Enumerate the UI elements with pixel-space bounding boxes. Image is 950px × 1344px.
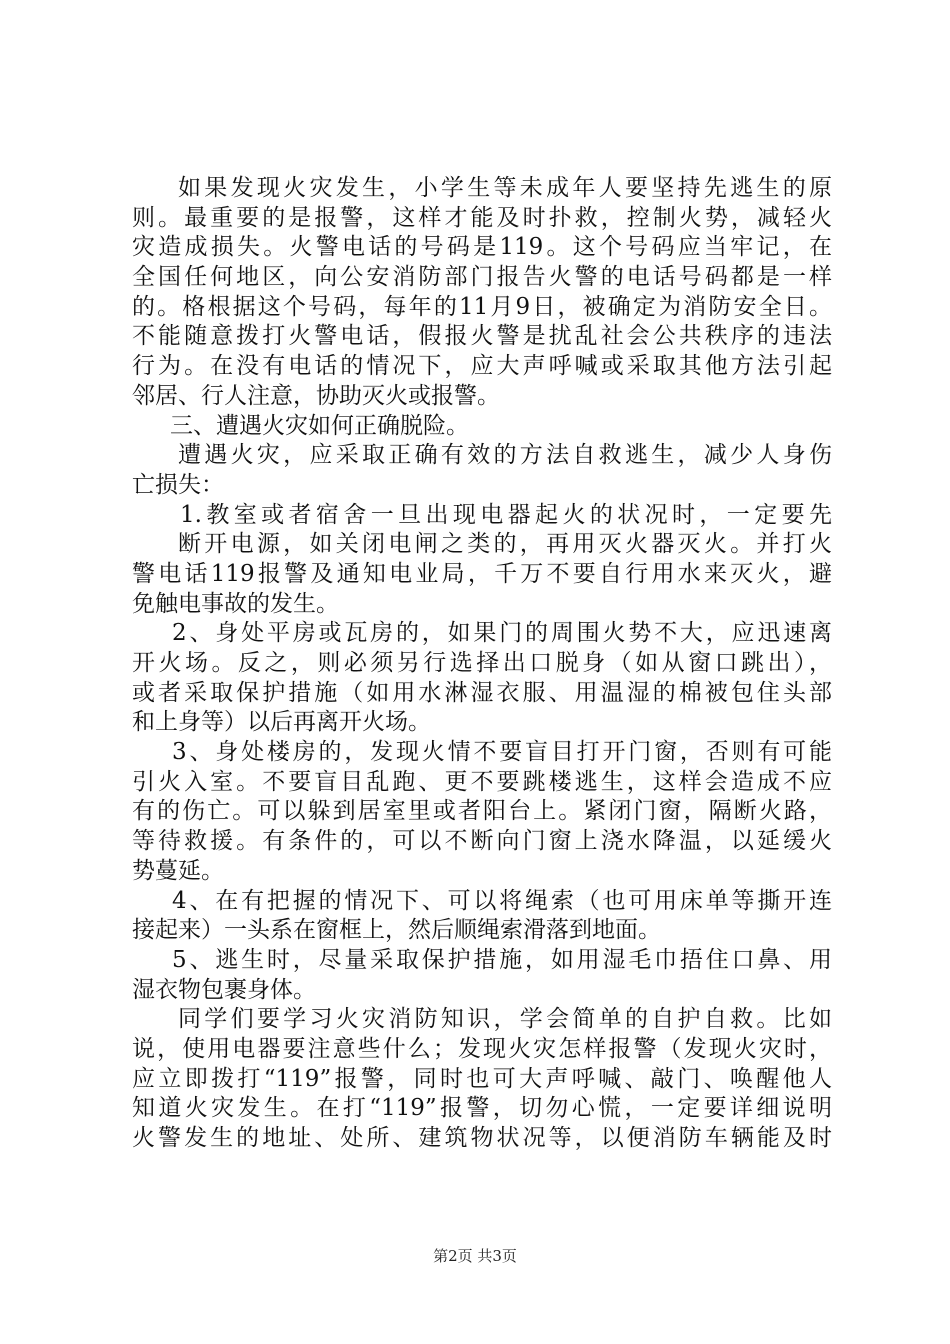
text-line: 3、身处楼房的，发现火情不要盲目打开门窗，否则有可能: [172, 739, 832, 766]
text-line: 的。格根据这个号码，每年的11月9日，被确定为消防安全日。: [132, 293, 832, 320]
text-line: 和上身等）以后再离开火场。: [132, 709, 431, 736]
text-line: 灾造成损失。火警电话的号码是119。这个号码应当牢记，在: [132, 234, 832, 261]
text-line: 5、逃生时，尽量采取保护措施，如用湿毛巾捂住口鼻、用: [172, 946, 832, 973]
text-line: 亡损失：: [132, 471, 224, 498]
text-line: 免触电事故的发生。: [132, 590, 339, 617]
text-line: 断开电源，如关闭电闸之类的，再用灭火器灭火。并打火: [178, 531, 832, 558]
text-line: 如果发现火灾发生，小学生等未成年人要坚持先逃生的原: [178, 175, 832, 201]
text-line: 湿衣物包裹身体。: [132, 976, 316, 1003]
text-line: 1.教室或者宿舍一旦出现电器起火的状况时，一定要先: [180, 501, 832, 528]
page-number-footer: 第2页 共3页: [433, 1247, 517, 1265]
text-line: 等待救援。有条件的，可以不断向门窗上浇水降温，以延缓火: [132, 828, 832, 855]
text-line: 4、在有把握的情况下、可以将绳索（也可用床单等撕开连: [172, 887, 832, 914]
text-line: 邻居、行人注意，协助灭火或报警。: [132, 382, 500, 409]
text-line: 则。最重要的是报警，这样才能及时扑救，控制火势，减轻火: [132, 204, 832, 231]
document-body: [132, 174, 832, 1154]
text-line: 应立即拨打“119”报警，同时也可大声呼喊、敲门、唤醒他人: [132, 1065, 832, 1092]
section-heading: 三、遭遇火灾如何正确脱险。: [170, 412, 469, 439]
text-line: 全国任何地区，向公安消防部门报告火警的电话号码都是一样: [132, 264, 832, 291]
text-line: 火警发生的地址、处所、建筑物状况等，以便消防车辆能及时: [132, 1125, 832, 1151]
text-line: 或者采取保护措施（如用水淋湿衣服、用温湿的棉被包住头部: [132, 679, 832, 706]
text-line: 不能随意拨打火警电话，假报火警是扰乱社会公共秩序的违法: [132, 323, 832, 350]
text-line: 警电话119报警及通知电业局，千万不要自行用水来灭火，避: [132, 560, 832, 587]
text-line: 引火入室。不要盲目乱跑、更不要跳楼逃生，这样会造成不应: [132, 768, 832, 795]
text-line: 2、身处平房或瓦房的，如果门的周围火势不大，应迅速离: [172, 620, 832, 647]
text-line: 势蔓延。: [132, 857, 224, 884]
text-line: 有的伤亡。可以躲到居室里或者阳台上。紧闭门窗，隔断火路，: [132, 798, 832, 825]
text-line: 同学们要学习火灾消防知识，学会简单的自护自救。比如: [178, 1006, 832, 1033]
text-line: 说，使用电器要注意些什么；发现火灾怎样报警（发现火灾时，: [132, 1035, 832, 1062]
text-line: 开火场。反之，则必须另行选择出口脱身（如从窗口跳出），: [132, 650, 832, 676]
text-line: 知道火灾发生。在打“119”报警，切勿心慌，一定要详细说明: [132, 1095, 832, 1122]
text-line: 接起来）一头系在窗框上，然后顺绳索滑落到地面。: [132, 917, 661, 944]
text-line: 遭遇火灾，应采取正确有效的方法自救逃生，减少人身伤: [178, 442, 832, 469]
text-line: 行为。在没有电话的情况下，应大声呼喊或采取其他方法引起: [132, 353, 832, 380]
